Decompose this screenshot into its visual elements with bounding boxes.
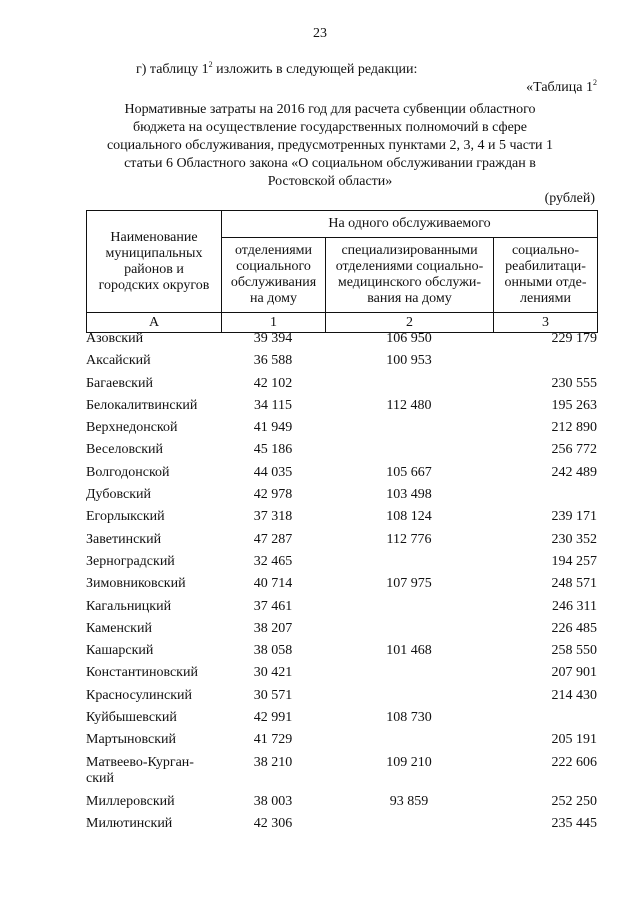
- medical-home-service-cost: 108 730: [386, 710, 432, 726]
- amendment-instruction: [136, 62, 417, 78]
- home-service-cost: 38 207: [253, 620, 293, 636]
- header-col1-line: социального: [236, 259, 311, 274]
- home-service-cost: 45 186: [253, 442, 293, 458]
- table-reference-text: «Таблица 1: [526, 80, 593, 95]
- amendment-text-rest: изложить в следующей редакции:: [212, 62, 418, 77]
- district-name-line: Аксайский: [86, 353, 151, 369]
- home-service-cost: 39 394: [253, 331, 293, 346]
- home-service-cost: 44 035: [253, 464, 293, 480]
- table-row: [86, 376, 597, 398]
- table-row: [86, 755, 597, 794]
- medical-home-service-cost: 100 953: [386, 353, 432, 369]
- rehabilitation-cost: 230 352: [551, 531, 597, 547]
- table-row: [86, 794, 597, 816]
- home-service-cost: 32 465: [253, 553, 293, 569]
- header-col2-line: медицинского обслужи-: [337, 275, 482, 290]
- home-service-cost: 42 306: [253, 815, 293, 831]
- medical-home-service-cost: [325, 599, 493, 621]
- table-row: [86, 420, 597, 442]
- document-title: [90, 101, 570, 191]
- rehabilitation-cost: 258 550: [551, 643, 597, 659]
- title-line: Нормативные затраты на 2016 год для расчета субвенции областного: [124, 102, 536, 117]
- rehabilitation-cost: 212 890: [551, 420, 597, 436]
- district-name: [86, 688, 221, 710]
- district-name-line: Милютинский: [86, 815, 173, 831]
- home-service-cost: 30 571: [253, 687, 293, 703]
- header-number-1: 1: [222, 313, 326, 333]
- table-row: [86, 331, 597, 353]
- rehabilitation-cost: 248 571: [551, 576, 597, 592]
- rehabilitation-cost: 246 311: [552, 598, 597, 614]
- district-name: [86, 442, 221, 464]
- rehabilitation-cost: [493, 353, 597, 375]
- home-service-cost: 38 003: [253, 793, 293, 809]
- home-service-cost: 47 287: [253, 531, 293, 547]
- district-name: [86, 816, 221, 838]
- medical-home-service-cost: [325, 554, 493, 576]
- table-row: [86, 442, 597, 464]
- rehabilitation-cost: 205 191: [551, 732, 597, 748]
- medical-home-service-cost: 103 498: [386, 487, 432, 503]
- district-name-line: Верхнедонской: [86, 420, 178, 436]
- table-row: [86, 599, 597, 621]
- table-row: [86, 532, 597, 554]
- district-name: [86, 376, 221, 398]
- header-per-client: На одного обслуживаемого: [222, 211, 598, 238]
- medical-home-service-cost: [325, 665, 493, 687]
- home-service-cost: 42 991: [253, 710, 293, 726]
- header-number-a: А: [87, 313, 222, 333]
- district-name-line: Дубовский: [86, 487, 152, 503]
- header-name-line: городских округов: [98, 277, 210, 293]
- rehabilitation-cost: [493, 710, 597, 732]
- medical-home-service-cost: [325, 376, 493, 398]
- header-number-3: 3: [494, 313, 598, 333]
- rehabilitation-cost: [493, 487, 597, 509]
- rehabilitation-cost: 222 606: [551, 754, 597, 770]
- medical-home-service-cost: 107 975: [386, 576, 432, 592]
- header-col3-line: лениями: [520, 291, 571, 306]
- rehabilitation-cost: 235 445: [551, 815, 597, 831]
- table-row: [86, 554, 597, 576]
- home-service-cost: 42 978: [253, 487, 293, 503]
- table-row: [86, 487, 597, 509]
- district-name: [86, 599, 221, 621]
- district-name: [86, 576, 221, 598]
- header-col-medical-home-service: [326, 238, 494, 313]
- district-name: [86, 710, 221, 732]
- rehabilitation-cost: 239 171: [551, 509, 597, 525]
- rehabilitation-cost: 194 257: [551, 553, 597, 569]
- header-col2-line: специализированными: [341, 243, 478, 258]
- district-name: [86, 665, 221, 687]
- district-name-line: Заветинский: [86, 531, 162, 547]
- district-name: [86, 732, 221, 754]
- district-name-line: Мартыновский: [86, 732, 177, 748]
- unit-label: (рублей): [544, 191, 595, 206]
- amendment-superscript: 2: [208, 60, 213, 69]
- title-line: бюджета на осуществление государственных полномочий в сфере: [132, 120, 527, 135]
- rehabilitation-cost: 230 555: [551, 375, 597, 391]
- district-name-line: Багаевский: [86, 375, 153, 391]
- header-col3-line: реабилитаци-: [505, 259, 586, 274]
- district-name-line: Кашарский: [86, 643, 154, 659]
- district-name: [86, 465, 221, 487]
- table-row: [86, 665, 597, 687]
- header-name-line: районов и: [124, 261, 184, 277]
- header-number-2: 2: [326, 313, 494, 333]
- home-service-cost: 40 714: [253, 576, 293, 592]
- header-col2-line: вания на дому: [367, 291, 452, 306]
- home-service-cost: 37 461: [253, 598, 293, 614]
- home-service-cost: 37 318: [253, 509, 293, 525]
- home-service-cost: 41 729: [253, 732, 293, 748]
- district-name-line: Красносулинский: [86, 687, 192, 703]
- medical-home-service-cost: 93 859: [389, 793, 429, 809]
- header-col1-line: обслуживания: [230, 275, 317, 290]
- header-col3-line: онными отде-: [504, 275, 587, 290]
- header-col-rehabilitation: [494, 238, 598, 313]
- page-number: 23: [313, 26, 327, 41]
- medical-home-service-cost: 101 468: [386, 643, 432, 659]
- table-row: [86, 643, 597, 665]
- table-row: [86, 353, 597, 375]
- district-name-line: Каменский: [86, 620, 152, 636]
- district-name: [86, 509, 221, 531]
- table-row: [86, 398, 597, 420]
- title-line: статьи 6 Областного закона «О социальном обслуживании граждан в: [124, 156, 536, 171]
- medical-home-service-cost: 112 776: [386, 531, 432, 547]
- header-col1-line: отделениями: [234, 243, 313, 258]
- home-service-cost: 30 421: [253, 665, 293, 681]
- rehabilitation-cost: 214 430: [551, 687, 597, 703]
- amendment-text: г) таблицу 1: [136, 62, 209, 77]
- rehabilitation-cost: 226 485: [551, 620, 597, 636]
- medical-home-service-cost: 108 124: [386, 509, 432, 525]
- table-row: [86, 710, 597, 732]
- table-reference-superscript: 2: [593, 78, 597, 87]
- district-name: [86, 621, 221, 643]
- table-reference: [526, 80, 597, 96]
- district-name: [86, 643, 221, 665]
- home-service-cost: 42 102: [253, 375, 293, 391]
- table-row: [86, 816, 597, 838]
- table-row: [86, 465, 597, 487]
- medical-home-service-cost: 112 480: [386, 397, 432, 413]
- header-name-line: Наименование: [110, 229, 198, 245]
- district-name-line: Куйбышевский: [86, 710, 177, 726]
- district-name: [86, 487, 221, 509]
- header-col3-line: социально-: [511, 243, 580, 258]
- cost-table: [86, 331, 597, 838]
- district-name-line: Веселовский: [86, 442, 164, 458]
- medical-home-service-cost: 105 667: [386, 464, 432, 480]
- title-line: социального обслуживания, предусмотренных пунктами 2, 3, 4 и 5 части 1: [106, 138, 554, 153]
- district-name: [86, 353, 221, 375]
- medical-home-service-cost: [325, 816, 493, 838]
- medical-home-service-cost: 106 950: [386, 331, 432, 346]
- header-col-home-service: [222, 238, 326, 313]
- table-row: [86, 509, 597, 531]
- district-name-line: Зерноградский: [86, 553, 175, 569]
- medical-home-service-cost: [325, 420, 493, 442]
- header-col2-line: отделениями социально-: [335, 259, 484, 274]
- district-name-line: Волгодонской: [86, 464, 170, 480]
- district-name: [86, 755, 221, 794]
- table-row: [86, 576, 597, 598]
- district-name: [86, 532, 221, 554]
- table-row: [86, 688, 597, 710]
- header-col1-line: на дому: [250, 291, 297, 306]
- district-name-line: Зимовниковский: [86, 576, 186, 592]
- district-name: [86, 420, 221, 442]
- medical-home-service-cost: [325, 442, 493, 464]
- rehabilitation-cost: 256 772: [551, 442, 597, 458]
- header-district-name: [87, 211, 222, 313]
- home-service-cost: 38 058: [253, 643, 293, 659]
- district-name-line: Кагальницкий: [86, 598, 172, 614]
- title-line: Ростовской области»: [267, 174, 393, 189]
- district-name-line: Азовский: [86, 331, 144, 346]
- rehabilitation-cost: 207 901: [551, 665, 597, 681]
- district-name: [86, 794, 221, 816]
- district-name-line: Егорлыкский: [86, 509, 165, 525]
- district-name: [86, 554, 221, 576]
- district-name-line: Белокалитвинский: [86, 397, 198, 413]
- table-row: [86, 732, 597, 754]
- home-service-cost: 41 949: [253, 420, 293, 436]
- rehabilitation-cost: 242 489: [551, 464, 597, 480]
- table-header: [86, 210, 598, 333]
- medical-home-service-cost: 109 210: [386, 754, 432, 770]
- district-name-line: Миллеровский: [86, 793, 175, 809]
- district-name-line: Матвеево-Курган-: [86, 754, 194, 770]
- home-service-cost: 34 115: [254, 397, 292, 413]
- district-name-line: Константиновский: [86, 665, 198, 681]
- home-service-cost: 36 588: [253, 353, 293, 369]
- header-name-line: муниципальных: [105, 245, 203, 261]
- district-name-line: ский: [86, 770, 114, 786]
- rehabilitation-cost: 195 263: [551, 397, 597, 413]
- home-service-cost: 38 210: [253, 754, 293, 770]
- district-name: [86, 398, 221, 420]
- table-row: [86, 621, 597, 643]
- rehabilitation-cost: 252 250: [551, 793, 597, 809]
- district-name: [86, 331, 221, 353]
- rehabilitation-cost: 229 179: [551, 331, 597, 346]
- medical-home-service-cost: [325, 688, 493, 710]
- medical-home-service-cost: [325, 732, 493, 754]
- medical-home-service-cost: [325, 621, 493, 643]
